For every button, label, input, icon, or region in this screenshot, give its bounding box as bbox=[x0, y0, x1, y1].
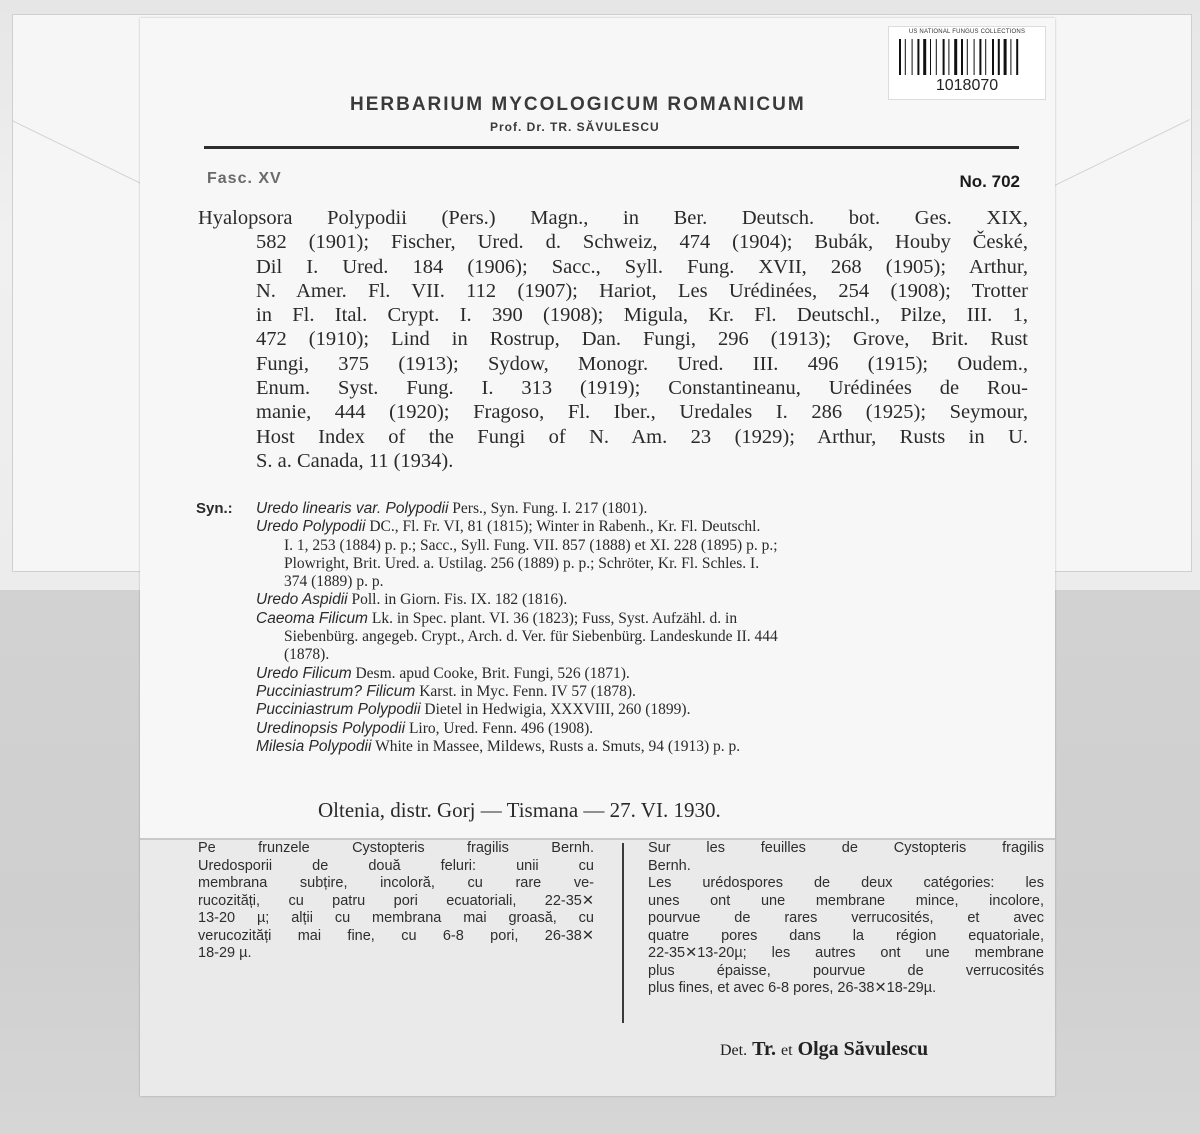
synonym-line bbox=[256, 500, 1032, 518]
determiner-second: Olga Săvulescu bbox=[797, 1038, 929, 1060]
barcode-bar bbox=[974, 39, 975, 75]
barcode-bar bbox=[967, 39, 968, 75]
barcode-bar bbox=[1004, 39, 1007, 75]
romanian-line: Uredosporii de două feluri: unii cu bbox=[198, 857, 594, 874]
barcode-bar bbox=[923, 39, 926, 75]
french-description bbox=[648, 840, 1044, 998]
french-line: 22-35✕13-20µ; les autres ont une membrane bbox=[648, 945, 1044, 961]
barcode-bar bbox=[948, 39, 949, 75]
specimen-number: No. 702 bbox=[959, 172, 1020, 191]
synonym-citation: White in Massee, Mildews, Rusts a. Smuts, 94 (1913) p. p. bbox=[375, 737, 741, 755]
synonym-citation: Pers., Syn. Fung. I. 217 (1801). bbox=[452, 500, 648, 517]
synonym-name: Pucciniastrum Polypodii bbox=[256, 701, 421, 719]
romanian-line: verucozități mai fine, cu 6-8 pori, 26-38✕ bbox=[198, 927, 594, 944]
synonym-name: Uredo Filicum bbox=[256, 664, 352, 682]
barcode-sticker bbox=[888, 26, 1046, 100]
barcode-bar bbox=[930, 39, 931, 75]
synonym-line bbox=[256, 555, 1032, 573]
romanian-line: Pe frunzele Cystopteris fragilis Bernh. bbox=[198, 840, 594, 856]
fascicle-number: Fasc. XV bbox=[207, 170, 282, 187]
synonym-name: Uredo Polypodii bbox=[256, 518, 366, 536]
romanian-line: 18-29 µ. bbox=[198, 945, 252, 961]
synonym-name: Milesia Polypodii bbox=[256, 737, 372, 755]
synonym-citation: (1878). bbox=[284, 646, 330, 664]
determiner-joiner: et bbox=[781, 1042, 793, 1059]
herbarium-title: HERBARIUM MYCOLOGICUM ROMANICUM bbox=[350, 94, 806, 115]
citation-line: Hyalopsora Polypodii (Pers.) Magn., in Ber. Deutsch. bot. Ges. XIX, bbox=[198, 207, 1028, 229]
french-line: Les urédospores de deux catégories: les bbox=[648, 875, 1044, 891]
synonym-line bbox=[256, 701, 1032, 719]
synonym-citation: Plowright, Brit. Ured. a. Ustilag. 256 (1889) p. p.; Schröter, Kr. Fl. Schles. I. bbox=[284, 554, 760, 572]
synonym-line bbox=[256, 665, 1032, 683]
barcode-bar bbox=[943, 39, 945, 75]
romanian-line: 13-20 µ; alții cu membrana mai groasă, cu bbox=[198, 910, 594, 926]
header-rule bbox=[204, 146, 1019, 149]
synonym-line bbox=[256, 628, 1032, 646]
citation-line: N. Amer. Fl. VII. 112 (1907); Hariot, Les Urédinées, 254 (1908); Trotter bbox=[256, 279, 1028, 302]
locality-line: Oltenia, distr. Gorj — Tismana — 27. VI. 1930. bbox=[318, 798, 721, 822]
citation-line: Enum. Syst. Fung. I. 313 (1919); Constantineanu, Urédinées de Rou- bbox=[256, 377, 1028, 400]
synonym-citation: Dietel in Hedwigia, XXXVIII, 260 (1899). bbox=[424, 701, 691, 719]
citation-line: Host Index of the Fungi of N. Am. 23 (1929); Arthur, Rusts in U. bbox=[256, 425, 1028, 448]
citation-line: in Fl. Ital. Crypt. I. 390 (1908); Migula, Kr. Fl. Deutschl., Pilze, III. 1, bbox=[256, 304, 1028, 327]
synonym-name: Uredinopsis Polypodii bbox=[256, 719, 406, 737]
french-line: Sur les feuilles de Cystopteris fragilis bbox=[648, 840, 1044, 856]
romanian-line: rucozități, cu patru pori ecuatoriali, 22-35✕ bbox=[198, 892, 594, 909]
barcode-bar bbox=[992, 39, 994, 75]
barcode-bar bbox=[961, 39, 963, 75]
french-line: quatre pores dans la région equatoriale, bbox=[648, 927, 1044, 944]
citation-line: manie, 444 (1920); Fragoso, Fl. Iber., Uredales I. 286 (1925); Seymour, bbox=[256, 401, 1028, 424]
citation-line: Fungi, 375 (1913); Sydow, Monogr. Ured. III. 496 (1915); Oudem., bbox=[256, 352, 1028, 375]
synonyms-list bbox=[256, 500, 1032, 756]
citation-line: S. a. Canada, 11 (1934). bbox=[256, 449, 454, 472]
herbarium-subtitle: Prof. Dr. TR. SĂVULESCU bbox=[490, 120, 660, 134]
synonym-citation: Lk. in Spec. plant. VI. 36 (1823); Fuss, Syst. Aufzähl. d. in bbox=[371, 609, 738, 627]
determiner-line bbox=[720, 1038, 1040, 1061]
barcode-bar bbox=[979, 39, 981, 75]
synonym-citation: 374 (1889) p. p. bbox=[284, 573, 384, 591]
synonym-citation: Siebenbürg. angegeb. Crypt., Arch. d. Ver. für Siebenbürg. Landeskunde II. 444 bbox=[284, 628, 778, 646]
synonym-line bbox=[256, 591, 1032, 609]
barcode-bar bbox=[936, 39, 937, 75]
synonym-name: Caeoma Filicum bbox=[256, 609, 368, 627]
synonym-line bbox=[256, 518, 1032, 536]
synonym-name: Uredo Aspidii bbox=[256, 591, 348, 609]
determiner-first: Tr. bbox=[752, 1038, 777, 1060]
barcode-bar bbox=[1016, 39, 1018, 75]
species-citation bbox=[198, 206, 1028, 473]
barcode-bar bbox=[912, 39, 913, 75]
citation-line: 582 (1901); Fischer, Ured. d. Schweiz, 474 (1904); Bubák, Houby České, bbox=[256, 231, 1028, 254]
barcode-bar bbox=[985, 39, 986, 75]
barcode-icon bbox=[899, 39, 1035, 75]
synonym-line bbox=[256, 646, 1032, 664]
synonym-name: Pucciniastrum? Filicum bbox=[256, 682, 416, 700]
synonyms-label: Syn.: bbox=[196, 500, 233, 517]
french-line: plus épaisse, pourvue de verrucosités bbox=[648, 962, 1044, 979]
synonym-citation: Liro, Ured. Fenn. 496 (1908). bbox=[408, 719, 594, 737]
synonym-line bbox=[256, 720, 1032, 738]
synonym-line bbox=[256, 537, 1032, 555]
synonym-citation: DC., Fl. Fr. VI, 81 (1815); Winter in Rabenh., Kr. Fl. Deutschl. bbox=[369, 518, 761, 536]
synonym-citation: Karst. in Myc. Fenn. IV 57 (1878). bbox=[419, 682, 636, 700]
synonym-citation: Poll. in Giorn. Fis. IX. 182 (1816). bbox=[351, 591, 568, 609]
synonym-citation: I. 1, 253 (1884) p. p.; Sacc., Syll. Fung. VII. 857 (1888) et XI. 228 (1895) p. p.; bbox=[284, 536, 778, 554]
barcode-bar bbox=[1010, 39, 1011, 75]
barcode-number: 1018070 bbox=[935, 77, 999, 94]
french-line: plus fines, et avec 6-8 pores, 26-38✕18-29µ. bbox=[648, 980, 937, 996]
barcode-bar bbox=[954, 39, 957, 75]
barcode-bar bbox=[917, 39, 919, 75]
synonym-line bbox=[256, 683, 1032, 701]
citation-line: Dil I. Ured. 184 (1906); Sacc., Syll. Fung. XVII, 268 (1905); Arthur, bbox=[256, 255, 1028, 278]
barcode-bar bbox=[998, 39, 1000, 75]
romanian-line: membrana subțire, incoloră, cu rare ve- bbox=[198, 875, 594, 891]
french-line: unes ont une membrane mince, incolore, bbox=[648, 892, 1044, 909]
citation-line: 472 (1910); Lind in Rostrup, Dan. Fungi, 296 (1913); Grove, Brit. Rust bbox=[256, 328, 1028, 351]
barcode-bar bbox=[899, 39, 901, 75]
synonym-name: Uredo linearis var. Polypodii bbox=[256, 500, 449, 517]
synonym-line bbox=[256, 610, 1032, 628]
synonym-line bbox=[256, 738, 1032, 756]
romanian-description bbox=[198, 840, 594, 963]
synonym-line bbox=[256, 573, 1032, 591]
barcode-institution: US NATIONAL FUNGUS COLLECTIONS bbox=[908, 29, 1026, 35]
french-line: pourvue de rares verrucosités, et avec bbox=[648, 910, 1044, 926]
barcode-bar bbox=[905, 39, 906, 75]
determiner-prefix: Det. bbox=[720, 1042, 748, 1059]
column-separator bbox=[622, 843, 624, 1023]
synonym-citation: Desm. apud Cooke, Brit. Fungi, 526 (1871). bbox=[355, 664, 630, 682]
french-line: Bernh. bbox=[648, 857, 691, 874]
